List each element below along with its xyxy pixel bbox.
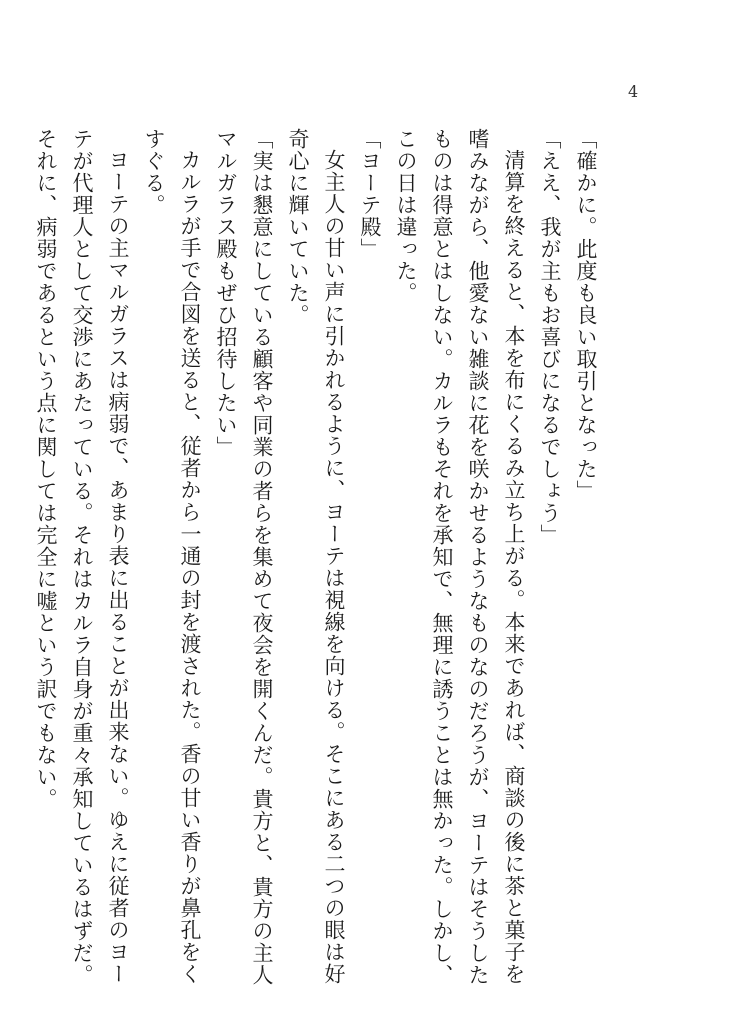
text-line: 清算を終えると、本を布にくるみ立ち上がる。本来であれば、商談の後に茶と菓子を <box>502 149 526 985</box>
text-line: 「ええ、我が主もお喜びになるでしょう」 <box>538 128 562 546</box>
text-line: 「実は懇意にしている顧客や同業の者らを集めて夜会を開くんだ。貴方と、貴方の主人 <box>250 128 274 986</box>
text-line: ものは得意とはしない。カルラもそれを承知で、無理に誘うことは無かった。しかし、 <box>430 128 454 986</box>
text-line: 「確かに。此度も良い取引となった」 <box>574 128 598 502</box>
page-number: 4 <box>628 82 639 101</box>
text-line: 「ヨーテ殿」 <box>358 128 382 260</box>
text-line: 奇心に輝いていた。 <box>286 128 310 326</box>
vertical-text-body <box>34 128 604 986</box>
text-line: すぐる。 <box>142 128 166 216</box>
text-line: この日は違った。 <box>394 128 418 304</box>
text-line: ヨーテの主マルガラスは病弱で、あまり表に出ることが出来ない。ゆえに従者のヨー <box>106 149 130 985</box>
text-line: テが代理人として交渉にあたっている。それはカルラ自身が重々承知しているはずだ。 <box>70 128 94 986</box>
text-line: 女主人の甘い声に引かれるように、ヨーテは視線を向ける。そこにある二つの眼は好 <box>322 149 346 985</box>
text-line: 嗜みながら、他愛ない雑談に花を咲かせるようなものなのだろうが、ヨーテはそうした <box>466 128 490 986</box>
text-line: それに、病弱であるという点に関しては完全に嘘という訳でもない。 <box>34 128 58 810</box>
text-line: カルラが手で合図を送ると、従者から一通の封を渡された。香の甘い香りが鼻孔をく <box>178 149 202 985</box>
text-line: マルガラス殿もぜひ招待したい」 <box>214 128 238 458</box>
